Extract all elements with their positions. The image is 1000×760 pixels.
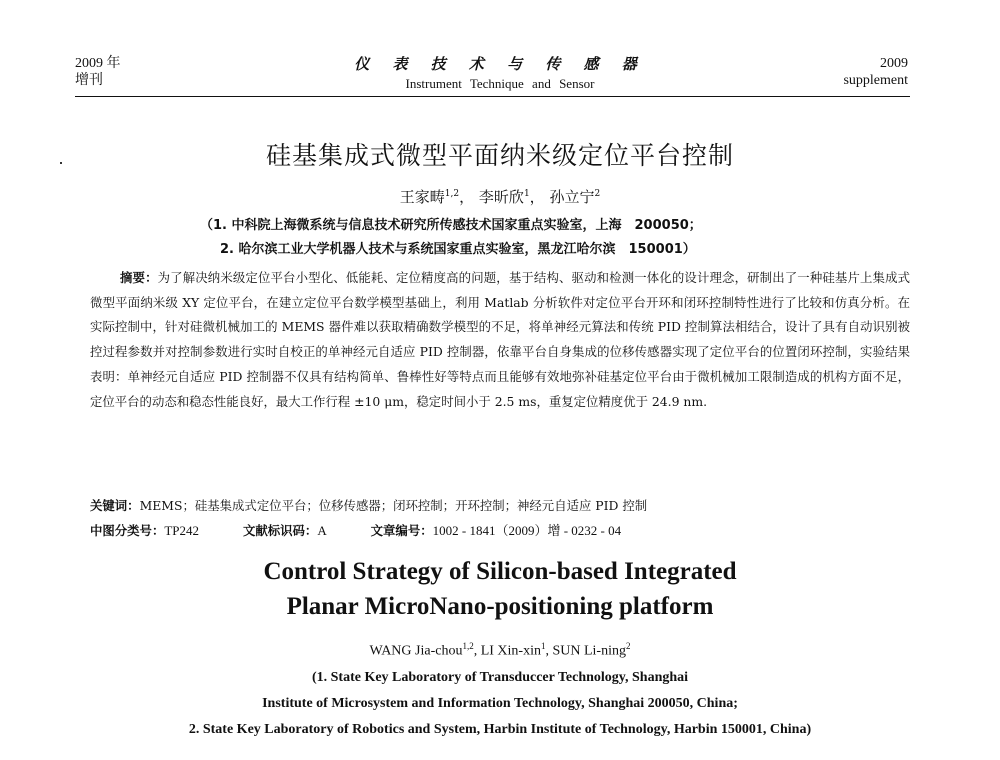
author-separator: , [473, 643, 481, 659]
header-issue-cn: 增刊 [75, 73, 103, 88]
affiliation-en-1: (1. State Key Laboratory of Transduccer Technology, Shanghai [311, 670, 689, 685]
header-year-cn: 2009 年 [75, 56, 121, 71]
affiliation-cn-2: 2. 哈尔滨工业大学机器人技术与系统国家重点实验室，黑龙江哈尔滨 150001） [220, 242, 696, 257]
author-separator: , [545, 643, 553, 659]
article-number-value: 1002 - 1841（2009）增 - 0232 - 04 [432, 523, 622, 538]
document-code-value: A [317, 523, 327, 538]
author-en: SUN Li-ning [552, 643, 626, 659]
document-code [243, 523, 327, 538]
author-affiliation-mark: 1,2 [444, 189, 460, 199]
article-number [371, 523, 621, 538]
author-cn: 王家畴 [399, 188, 445, 206]
author-affiliation-mark: 1,2 [462, 641, 474, 651]
author-affiliation-mark: 1 [523, 189, 530, 199]
clc-value: TP242 [164, 523, 200, 538]
author-cn: 李昕欣 [478, 188, 524, 206]
author-en: LI Xin-xin [480, 643, 541, 659]
header-left [75, 55, 121, 89]
header-right [843, 55, 908, 89]
keywords-cn [90, 496, 910, 516]
author-list-cn [0, 186, 1000, 207]
author-en: WANG Jia-chou [369, 643, 463, 659]
journal-name-en: Instrument Technique and Sensor [405, 76, 595, 91]
keywords-text: MEMS；硅基集成式定位平台；位移传感器；闭环控制；开环控制；神经元自适应 PID 控制 [139, 498, 648, 513]
author-affiliation-mark: 1 [540, 641, 546, 651]
paper-title-en-line-2: Planar MicroNano-positioning platform [286, 593, 714, 620]
affiliation-en-3: 2. State Key Laboratory of Robotics and System, Harbin Institute of Technology, Harbin 150001, China) [188, 722, 812, 737]
author-list-en [0, 641, 1000, 660]
paper-title-en-line-1: Control Strategy of Silicon-based Integrated [263, 558, 737, 585]
header-year-en: 2009 [880, 56, 908, 71]
author-affiliation-mark: 2 [594, 189, 601, 199]
abstract-text: 为了解决纳米级定位平台小型化、低能耗、定位精度高的问题，基于结构、驱动和检测一体化的设计理念，研制出了一种硅基片上集成式微型平面纳米级 XY 定位平台，在建立定位平台数学模型基础上，利用 Matlab 分析软件对定位平台开环和闭环控制特性进行了比较和仿真分析。在实际控制中，针对硅微机械加工的 MEMS 器件难以获取精确数学模型的不足，将单神经元算法和传统 PID 控制算法相结合，设计了具有自动识别被控过程参数并对控制参数进行实时自校正的单神经元自适应 PID 控制器，依靠平台自身集成的位移传感器实现了定位平台的位置闭环控制，实验结果表明：单神经元自适应 PID 控制器不仅具有结构简单、鲁棒性好等特点而且能够有效地弥补硅基定位平台由于微机械加工限制造成的机构方面不足，定位平台的动态和稳态性能良好，最大工作行程 ±10 μm，稳定时间小于 2.5 ms，重复定位精度优于 24.9 nm. [90, 270, 911, 409]
abstract-cn [90, 266, 910, 414]
clc-label: 中图分类号： [90, 523, 165, 538]
affiliation-cn-1: （1. 中科院上海微系统与信息技术研究所传感技术国家重点实验室，上海 200050； [200, 218, 702, 233]
author-cn: 孙立宁 [549, 188, 595, 206]
author-separator: ， [529, 188, 545, 206]
author-separator: ， [459, 188, 475, 206]
header-issue-en: supplement [843, 73, 908, 88]
abstract-label: 摘要： [120, 270, 158, 285]
header-journal [300, 53, 700, 92]
document-code-label: 文献标识码： [242, 523, 318, 538]
header-rule [75, 96, 910, 97]
classification-line [90, 521, 661, 541]
paper-title-cn: 硅基集成式微型平面纳米级定位平台控制 [265, 141, 734, 170]
author-affiliation-mark: 2 [625, 641, 631, 651]
article-number-label: 文章编号： [370, 523, 433, 538]
clc-number [90, 523, 199, 538]
journal-name-cn: 仪 表 技 术 与 传 感 器 [354, 55, 646, 73]
affiliation-en-2: Institute of Microsystem and Information Technology, Shanghai 200050, China; [262, 696, 738, 711]
keywords-label: 关键词： [90, 498, 140, 513]
